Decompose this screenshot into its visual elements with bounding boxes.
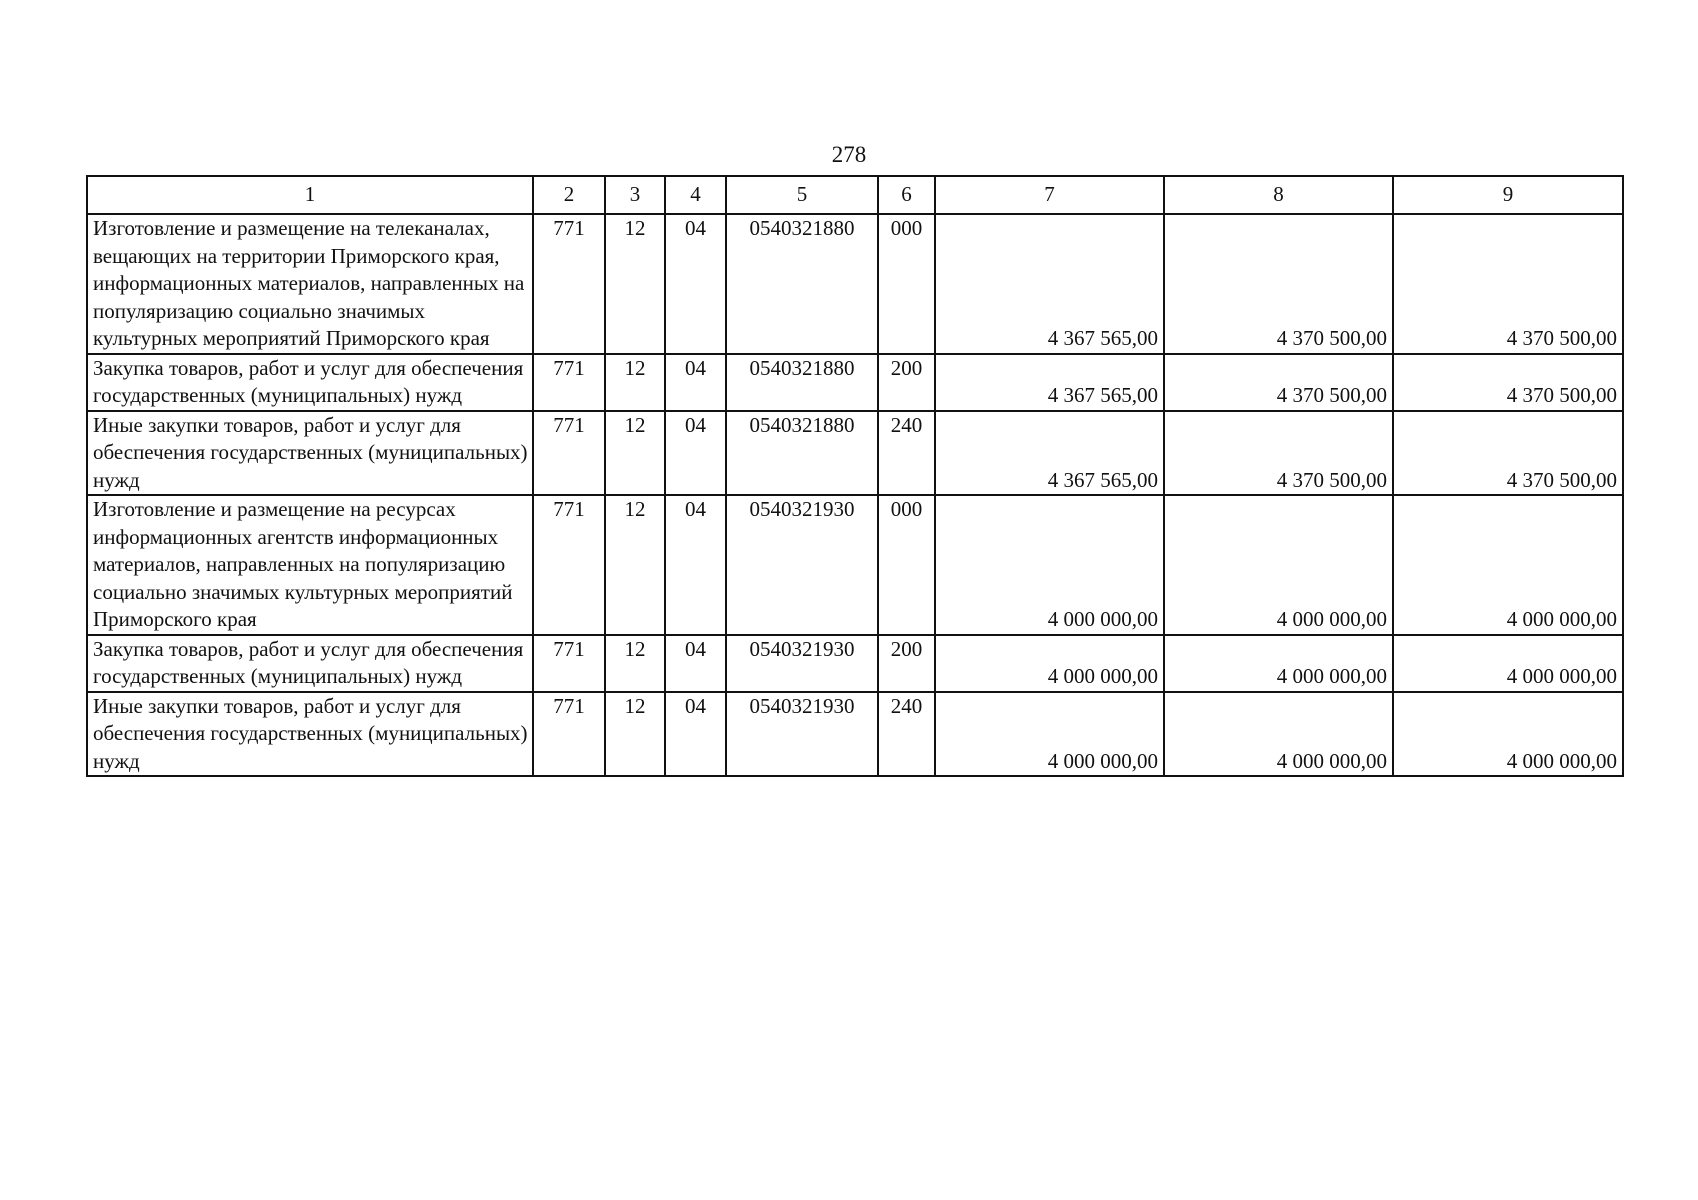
table-row [87,354,1623,411]
expense-type-code: 200 [878,635,935,692]
amount-col-7: 4 367 565,00 [935,411,1164,496]
expense-type-code: 240 [878,692,935,777]
expense-type-code: 200 [878,354,935,411]
section-code: 12 [605,495,665,635]
amount-col-8: 4 000 000,00 [1164,692,1393,777]
amount-col-8: 4 370 500,00 [1164,411,1393,496]
amount-col-7: 4 000 000,00 [935,635,1164,692]
amount-col-9: 4 370 500,00 [1393,354,1623,411]
subsection-code: 04 [665,354,726,411]
amount-col-9: 4 000 000,00 [1393,692,1623,777]
grbs-code: 771 [533,692,605,777]
expense-type-code: 000 [878,495,935,635]
amount-col-8: 4 000 000,00 [1164,495,1393,635]
expense-name: Иные закупки товаров, работ и услуг для обеспечения государственных (муниципальных) нужд [87,411,533,496]
expense-name: Иные закупки товаров, работ и услуг для обеспечения государственных (муниципальных) нужд [87,692,533,777]
table-row [87,692,1623,777]
section-code: 12 [605,635,665,692]
budget-table [86,175,1624,777]
amount-col-9: 4 000 000,00 [1393,495,1623,635]
subsection-code: 04 [665,214,726,354]
column-header: 1 [87,176,533,214]
column-header: 5 [726,176,878,214]
column-header: 7 [935,176,1164,214]
column-header: 3 [605,176,665,214]
target-article-code: 0540321880 [726,214,878,354]
amount-col-7: 4 367 565,00 [935,354,1164,411]
amount-col-9: 4 370 500,00 [1393,411,1623,496]
target-article-code: 0540321930 [726,692,878,777]
grbs-code: 771 [533,354,605,411]
subsection-code: 04 [665,635,726,692]
grbs-code: 771 [533,495,605,635]
grbs-code: 771 [533,214,605,354]
expense-name: Изготовление и размещение на ресурсах информационных агентств информационных материалов, направленных на популяризацию социально значимых культурных мероприятий Приморского края [87,495,533,635]
section-code: 12 [605,214,665,354]
section-code: 12 [605,411,665,496]
expense-type-code: 240 [878,411,935,496]
subsection-code: 04 [665,411,726,496]
target-article-code: 0540321880 [726,411,878,496]
subsection-code: 04 [665,495,726,635]
target-article-code: 0540321930 [726,495,878,635]
expense-name: Изготовление и размещение на телеканалах, вещающих на территории Приморского края, информационных материалов, направленных на популяризацию социально значимых культурных мероприятий Приморского края [87,214,533,354]
section-code: 12 [605,354,665,411]
amount-col-7: 4 367 565,00 [935,214,1164,354]
amount-col-8: 4 000 000,00 [1164,635,1393,692]
expense-name: Закупка товаров, работ и услуг для обеспечения государственных (муниципальных) нужд [87,354,533,411]
grbs-code: 771 [533,635,605,692]
table-header-row [87,176,1623,214]
amount-col-9: 4 000 000,00 [1393,635,1623,692]
target-article-code: 0540321880 [726,354,878,411]
table-row [87,214,1623,354]
amount-col-9: 4 370 500,00 [1393,214,1623,354]
subsection-code: 04 [665,692,726,777]
amount-col-8: 4 370 500,00 [1164,214,1393,354]
column-header: 9 [1393,176,1623,214]
table-row [87,635,1623,692]
column-header: 2 [533,176,605,214]
expense-name: Закупка товаров, работ и услуг для обеспечения государственных (муниципальных) нужд [87,635,533,692]
amount-col-8: 4 370 500,00 [1164,354,1393,411]
column-header: 8 [1164,176,1393,214]
amount-col-7: 4 000 000,00 [935,495,1164,635]
amount-col-7: 4 000 000,00 [935,692,1164,777]
table-row [87,495,1623,635]
target-article-code: 0540321930 [726,635,878,692]
section-code: 12 [605,692,665,777]
grbs-code: 771 [533,411,605,496]
table-row [87,411,1623,496]
expense-type-code: 000 [878,214,935,354]
page-number: 278 [831,142,867,167]
column-header: 6 [878,176,935,214]
column-header: 4 [665,176,726,214]
